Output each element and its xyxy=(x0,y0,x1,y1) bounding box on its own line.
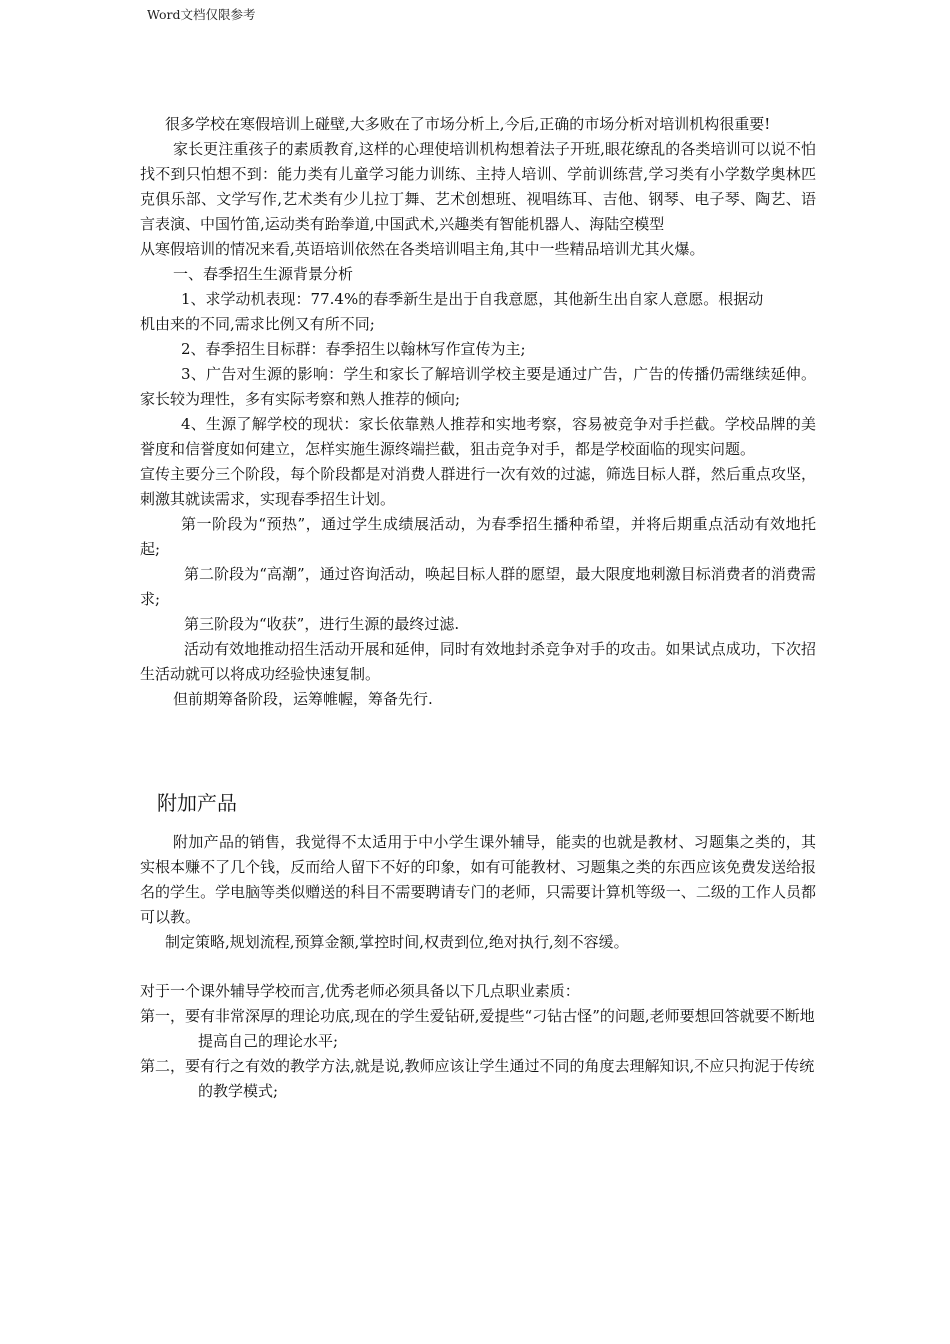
paragraph-winter-training: 从寒假培训的情况来看,英语培训依然在各类培训唱主角,其中一些精品培训尤其火爆。 xyxy=(140,240,705,258)
paragraph-stage-one: 第一阶段为“预热”，通过学生成绩展活动，为春季招生播种希望，并将后期重点活动有效地托起; xyxy=(140,515,816,558)
document-body xyxy=(140,112,816,1104)
paragraph-ad-influence: 3、广告对生源的影响：学生和家长了解培训学校主要是通过广告，广告的传播仍需继续延伸。家长较为理性，多有实际考察和熟人推荐的倾向; xyxy=(140,365,816,408)
spacer xyxy=(140,712,816,788)
paragraph-strategy: 制定策略,规划流程,预算金额,掌控时间,权责到位,绝对执行,刻不容缓。 xyxy=(165,933,629,951)
section-heading-spring: 一、春季招生生源背景分析 xyxy=(173,265,354,283)
paragraph-preparation: 但前期筹备阶段，运筹帷幄，筹备先行. xyxy=(173,690,433,708)
paragraph-target-group: 2、春季招生目标群：春季招生以翰林写作宣传为主; xyxy=(181,340,526,358)
paragraph-three-stages: 宣传主要分三个阶段，每个阶段都是对消费人群进行一次有效的过滤，筛选目标人群，然后重点攻坚，刺激其就读需求，实现春季招生计划。 xyxy=(140,465,816,508)
paragraph-addon-sales: 附加产品的销售，我觉得不太适用于中小学生课外辅导，能卖的也就是教材、习题集之类的，其实根本赚不了几个钱，反而给人留下不好的印象，如有可能教材、习题集之类的东西应该免费发送给报名的学生。学电脑等类似赠送的科目不需要聘请专门的老师，只需要计算机等级一、二级的工作人员都可以教。 xyxy=(140,833,816,926)
spacer xyxy=(140,818,816,830)
spacer xyxy=(140,955,816,979)
list-item-first: 第一，要有非常深厚的理论功底,现在的学生爱钻研,爱提些“刁钻古怪”的问题,老师要想回答就要不断地提高自己的理论水平; xyxy=(140,1007,815,1050)
paragraph-stage-three: 第三阶段为“收获”，进行生源的最终过滤. xyxy=(184,615,460,633)
paragraph-motivation: 1、求学动机表现：77.4%的春季新生是出于自我意愿，其他新生出自家人意愿。根据动 xyxy=(181,290,764,308)
paragraph-activity: 活动有效地推动招生活动开展和延伸，同时有效地封杀竞争对手的攻击。如果试点成功，下次招生活动就可以将成功经验快速复制。 xyxy=(140,640,816,683)
paragraph-motivation-cont: 机由来的不同,需求比例又有所不同; xyxy=(140,315,375,333)
paragraph-parents: 家长更注重孩子的素质教育,这样的心理使培训机构想着法子开班,眼花缭乱的各类培训可以说不怕找不到只怕想不到：能力类有儿童学习能力训练、主持人培训、学前训练营,学习类有小学数学奥林匹克俱乐部、文学写作,艺术类有少儿拉丁舞、艺术创想班、视唱练耳、吉他、钢琴、电子琴、陶艺、语言表演、中国竹笛,运动类有跆拳道,中国武术,兴趣类有智能机器人、海陆空模型 xyxy=(140,140,816,233)
paragraph-intro: 很多学校在寒假培训上碰壁,大多败在了市场分析上,今后,正确的市场分析对培训机构很重要! xyxy=(165,115,771,133)
watermark-text: Word文档仅限参考 xyxy=(147,7,256,22)
paragraph-teacher-qualities: 对于一个课外辅导学校而言,优秀老师必须具备以下几点职业素质： xyxy=(140,982,580,1000)
paragraph-stage-two: 第二阶段为“高潮”，通过咨询活动，唤起目标人群的愿望，最大限度地刺激目标消费者的消费需求; xyxy=(140,565,816,608)
paragraph-status: 4、生源了解学校的现状：家长依靠熟人推荐和实地考察，容易被竞争对手拦截。学校品牌的美誉度和信誉度如何建立，怎样实施生源终端拦截，狙击竞争对手，都是学校面临的现实问题。 xyxy=(140,415,816,458)
list-item-second: 第二，要有行之有效的教学方法,就是说,教师应该让学生通过不同的角度去理解知识,不应只拘泥于传统的教学模式; xyxy=(140,1057,815,1100)
section-heading-addon: 附加产品 xyxy=(157,791,237,815)
